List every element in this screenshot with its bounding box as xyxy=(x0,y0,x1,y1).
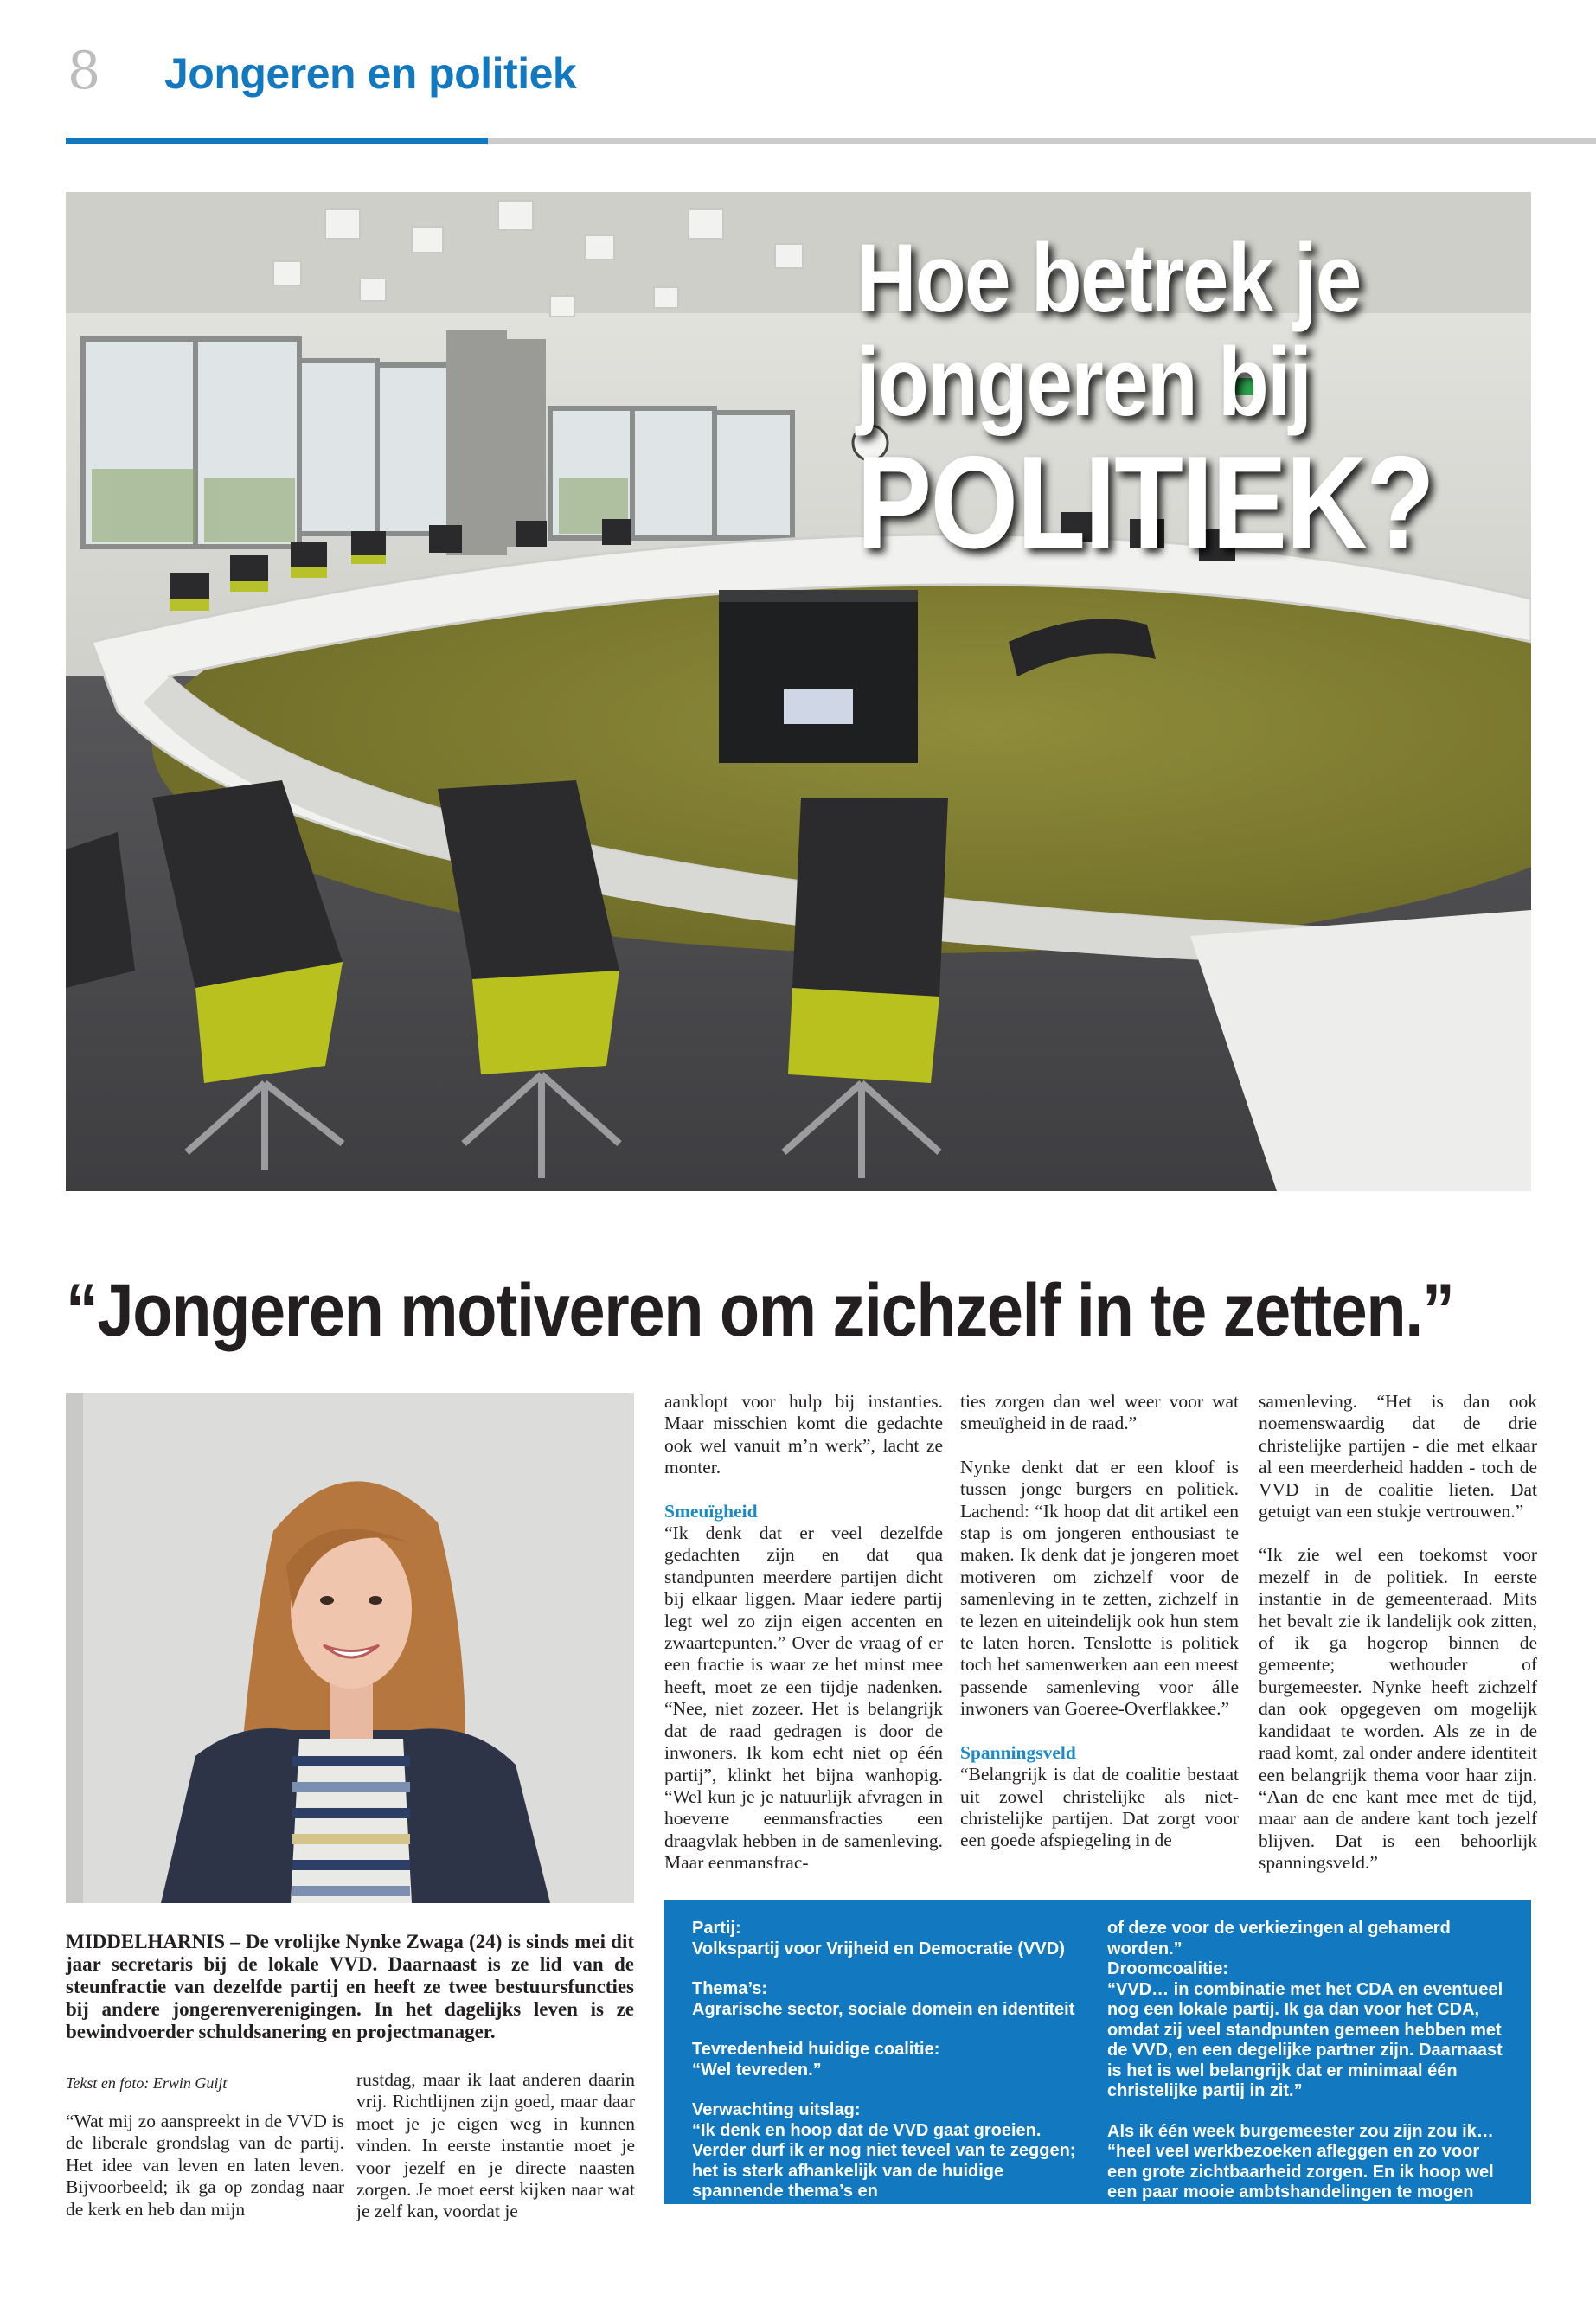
article-column-1: “Wat mij zo aanspreekt in de VVD is de liberale grondslag van de partij. Het idee van leven en laten leven. Bijvoorbeeld; ik ga op zondag naar de kerk en heb dan mijn xyxy=(66,2111,344,2220)
droomcoalitie-value: “VVD… in combinatie met het CDA en eventueel nog een lokale partij. Ik ga dan voor het CDA, omdat zij veel standpunten gemeen hebben met de VVD, en een degelijke partner zijn. Daarnaast is het is wel belangrijk dat er minimaal één christelijke partij in zit.” xyxy=(1107,1979,1503,2100)
article-column-3 xyxy=(664,1391,943,1896)
verwachting-value: “Ik denk en hoop dat de VVD gaat groeien. Verder durf ik er nog niet teveel van te zeggen; het is sterk afhankelijk van de huidige spannende thema’s en xyxy=(692,2120,1076,2201)
verwachting-continued: of deze voor de verkiezingen al gehamerd worden.” xyxy=(1107,1919,1451,1958)
paragraph: samenleving. “Het is dan ook noemenswaardig dat de drie christelijke partijen - die met elkaar al een meerderheid hadden - toch de VVD in de coalitie lieten. Dat getuigt van een stukje vertrouwen.” xyxy=(1259,1391,1537,1522)
subheading-smeuigheid: Smeuïgheid xyxy=(664,1500,758,1522)
verwachting-label: Verwachting uitslag: xyxy=(692,2100,861,2119)
party-info-box xyxy=(664,1900,1531,2222)
header-rule-accent xyxy=(66,138,488,144)
paragraph: Nynke denkt dat er een kloof is tussen jonge burgers en politiek. Lachend: “Ik hoop dat dit artikel een stap is om jongeren enthousiast te maken. Ik denk dat je jongeren moet motiveren om zichzelf voor de samenleving in te zetten, zichzelf in te lezen en uiteindelijk ook hun stem te laten horen. Tenslotte is politiek toch het samenwerken aan een meest passende samenleving voor álle inwoners van Goeree-Overflakkee.” xyxy=(960,1456,1239,1720)
article-column-5 xyxy=(1259,1391,1537,1896)
subheading-spanningsveld: Spanningsveld xyxy=(960,1741,1076,1763)
pull-quote: “Jongeren motiveren om zichzelf in te zetten.” xyxy=(66,1269,1454,1352)
headline-line-3: POLITIEK? xyxy=(856,428,1434,576)
paragraph: aanklopt voor hulp bij instanties. Maar misschien komt die gedachte ook wel vanuit m’n werk”, lacht ze monter. xyxy=(664,1391,943,1478)
article-column-2: rustdag, maar ik laat anderen daarin vrij. Richtlijnen zijn goed, maar daar moet je je eigen weg in kunnen vinden. In eerste instantie moet je voor jezelf en je directe naasten zorgen. Je moet eerst kijken naar wat je zelf kan, voordat je xyxy=(356,2069,635,2222)
droomcoalitie-label: Droomcoalitie: xyxy=(1107,1959,1229,1978)
council-chamber-photo xyxy=(66,192,1531,1191)
article-intro: MIDDELHARNIS – De vrolijke Nynke Zwaga (24) is sinds mei dit jaar secretaris bij de lokale VVD. Daarnaast is ze lid van de steunfractie van dezelfde partij en heeft ze twee bestuursfuncties bij andere jongerenverenigingen. In het dagelijks leven is ze bewindvoerder schuldsanering en projectmanager. xyxy=(66,1931,634,2042)
paragraph: “Ik denk dat er veel dezelfde gedachten zijn en dat qua standpunten meerdere partijen dicht bij elkaar liggen. Maar iedere partij legt wel zo zijn eigen accenten en zwaartepunten.” Over de vraag of er een fractie is waar ze het minst mee heeft, moet ze een tijdje nadenken. “Nee, niet zozeer. Het is belangrijk dat de raad gedragen is door de inwoners. Ik kom echt niet op één partij”, klinkt het bijna wanhopig. “Wel kun je je natuurlijk afvragen in hoeverre eenmansfracties een draagvlak hebben in de samenleving. Maar eenmansfrac- xyxy=(664,1522,943,1874)
partij-value: Volkspartij voor Vrijheid en Democratie (VVD) xyxy=(692,1939,1065,1958)
portrait-photo xyxy=(66,1393,634,1903)
burgemeester-text: Als ik één week burgemeester zou zijn zou ik… “heel veel werkbezoeken afleggen en zo voor een grote zichtbaarheid zorgen. En ik hoop wel een paar mooie ambtshandelingen te mogen verrichten.” xyxy=(1107,2121,1494,2222)
partij-label: Partij: xyxy=(692,1919,741,1938)
portrait-illustration xyxy=(66,1393,634,1903)
article-column-4 xyxy=(960,1391,1239,1874)
themas-value: Agrarische sector, sociale domein en identiteit xyxy=(692,1999,1075,2019)
header-rule xyxy=(488,138,1596,144)
info-box-left xyxy=(692,1919,1090,2202)
page-number: 8 xyxy=(67,41,101,101)
info-box-right xyxy=(1107,1919,1505,2223)
photo-credit: Tekst en foto: Erwin Guijt xyxy=(66,2074,228,2092)
themas-label: Thema’s: xyxy=(692,1979,768,1998)
tevredenheid-label: Tevredenheid huidige coalitie: xyxy=(692,2040,940,2059)
section-title: Jongeren en politiek xyxy=(164,49,577,98)
headline xyxy=(856,224,1479,576)
tevredenheid-value: “Wel tevreden.” xyxy=(692,2060,822,2080)
paragraph: “Ik zie wel een toekomst voor mezelf in de politiek. In eerste instantie in de gemeenteraad. Mits het bevalt zie ik landelijk ook zitten, of ik ga hogerop binnen de gemeente; wethouder of burgemeester. Nynke heeft zichzelf dan ook opgegeven om mogelijk kandidaat te worden. Als ze in de raad komt, zal onder andere identiteit een belangrijk thema voor haar zijn. “Aan de ene kant mee met de tijd, maar aan de andere kant toch jezelf blijven. Dat is een behoorlijk spanningsveld.” xyxy=(1259,1544,1537,1874)
paragraph: ties zorgen dan wel weer voor wat smeuïgheid in de raad.” xyxy=(960,1391,1239,1434)
headline-line-1: Hoe betrek je xyxy=(856,224,1361,332)
paragraph: “Belangrijk is dat de coalitie bestaat uit zowel christelijke als niet-christelijke partijen. Dat zorgt voor een goede afspiegeling in de xyxy=(960,1764,1239,1851)
headline-line-2: jongeren bij xyxy=(856,327,1311,436)
